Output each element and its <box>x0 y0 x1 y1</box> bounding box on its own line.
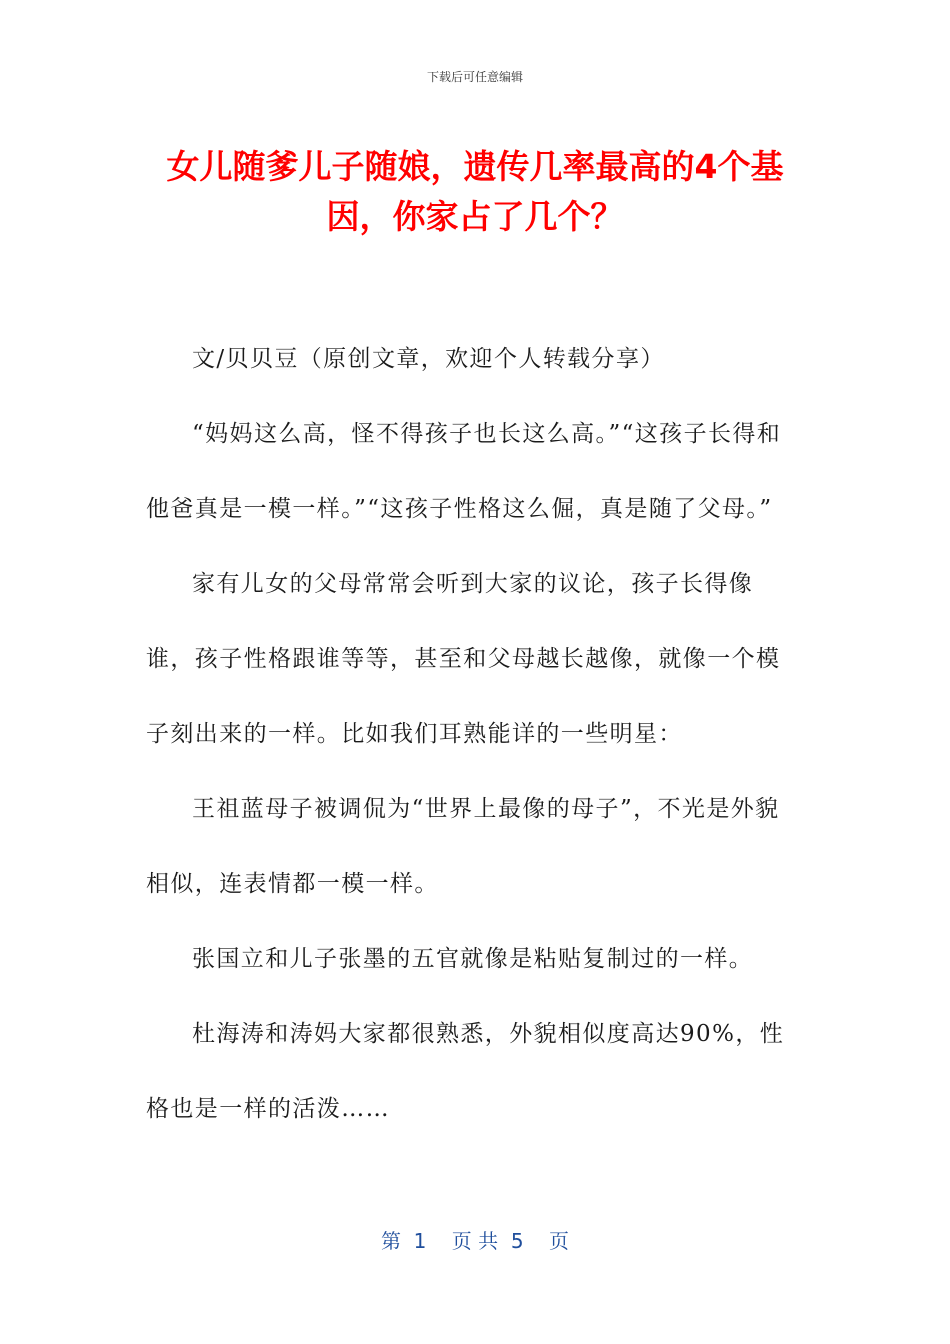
paragraph-quotes: “妈妈这么高，怪不得孩子也长这么高。”“这孩子长得和他爸真是一模一样。”“这孩子性格这么倔，真是随了父母。” <box>146 421 782 522</box>
document-title: 女儿随爹儿子随娘，遗传几率最高的4个基因，你家占了几个？ <box>166 147 784 236</box>
page-number-footer: 第 1 页 共 5 页 <box>380 1229 570 1253</box>
paragraph-example-2: 张国立和儿子张墨的五官就像是粘贴复制过的一样。 <box>192 946 754 972</box>
paragraph-intro: 家有儿女的父母常常会听到大家的议论，孩子长得像谁，孩子性格跟谁等等，甚至和父母越长越像，就像一个模子刻出来的一样。比如我们耳熟能详的一些明星： <box>146 571 781 747</box>
header-note: 下载后可任意编辑 <box>426 70 523 84</box>
paragraph-example-1: 王祖蓝母子被调侃为“世界上最像的母子”，不光是外貌相似，连表情都一模一样。 <box>146 796 780 897</box>
paragraph-example-3: 杜海涛和涛妈大家都很熟悉，外貌相似度高达90%，性格也是一样的活泼…… <box>146 1021 785 1122</box>
article-body <box>146 322 796 1147</box>
paragraph-byline: 文/贝贝豆（原创文章，欢迎个人转载分享） <box>192 346 665 372</box>
